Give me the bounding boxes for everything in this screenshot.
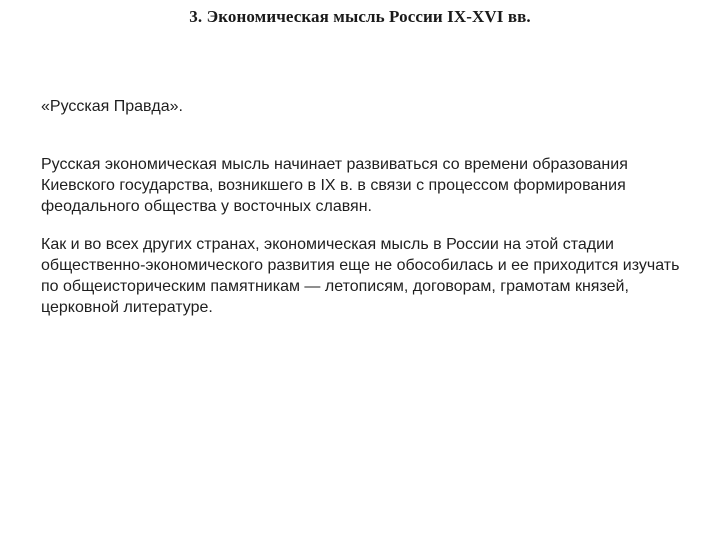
slide-title: 3. Экономическая мысль России IX-XVI вв. [189,7,531,26]
slide-content [41,96,681,318]
subheading: «Русская Правда». [41,98,183,115]
paragraph-1: Русская экономическая мысль начинает развиваться со времени образования Киевского государства, возникшего в IX в. в связи с процессом формирования феодального общества у восточных славян. [41,156,628,215]
paragraph-2: Как и во всех других странах, экономическая мысль в России на этой стадии общественно-экономического развития еще не обособилась и ее приходится изучать по общеисторическим памятникам — летописям, договорам, грамотам князей, церковной литературе. [41,236,680,316]
